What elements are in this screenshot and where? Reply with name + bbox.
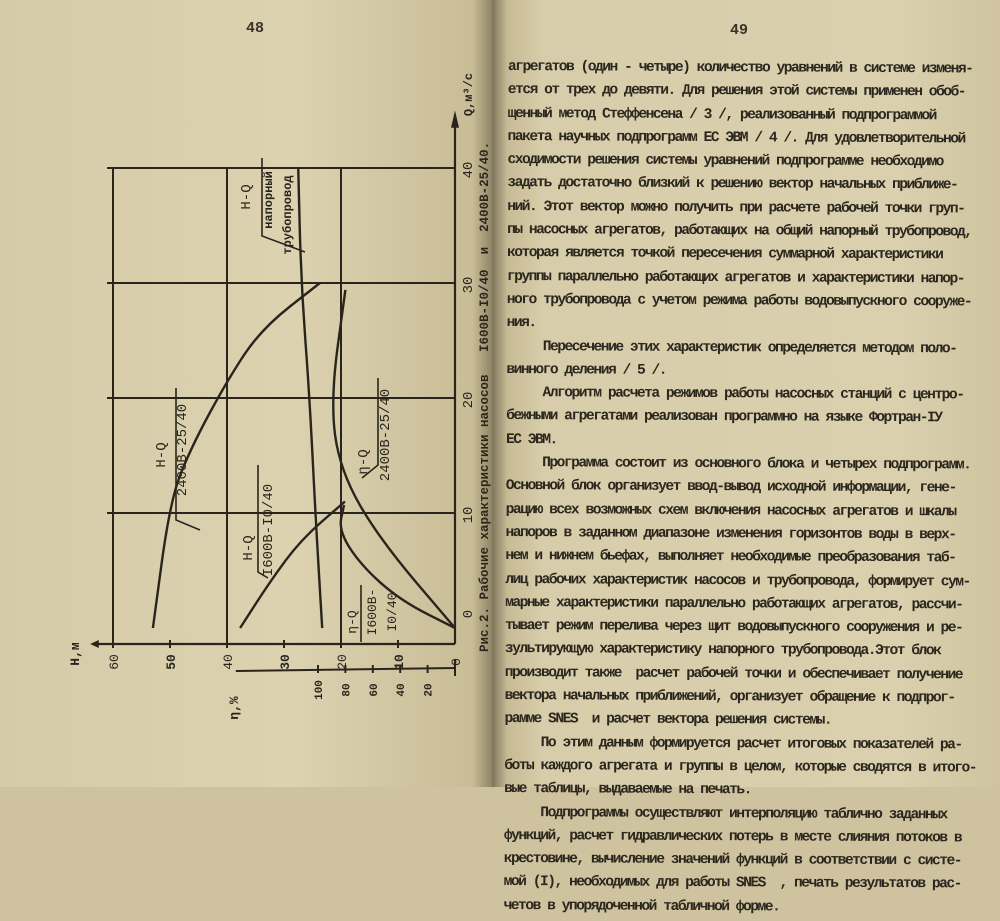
text-line: агрегатов (один - четыре) количество уравнений в системе изменя- — [507, 58, 973, 78]
label-1600-eta-model-1: I600В- — [365, 588, 380, 636]
q-tick-label: 40 — [461, 161, 477, 179]
text-line: Подпрограммы осуществляют интерполяцию таблично заданных — [503, 804, 947, 823]
text-line: ЕС ЭВМ. — [505, 431, 557, 449]
text-line: тывает режим перелива через щит водовыпускного сооружения и ре- — [504, 618, 963, 637]
text-line: пакета научных подпрограмм ЕС ЭВМ / 4 /. Для удовлетворительной — [507, 128, 965, 148]
eta-tick-label: 80 — [341, 683, 354, 697]
label-2400-eta-model: 2400В-25/40 — [378, 388, 394, 482]
text-line: которая является точкой пересечения суммарной характеристики — [506, 245, 943, 264]
h-axis-arrow — [90, 640, 99, 648]
pump-characteristics-chart — [0, 0, 495, 787]
text-line: четов в упорядоченной табличной форме. — [503, 897, 780, 916]
text-line: функций, расчет гидравлических потерь в месте слияния потоков в — [503, 827, 962, 847]
eta-tick-label: 20 — [423, 683, 436, 697]
h-tick-label: 50 — [164, 654, 179, 670]
text-line: По этим данным формируется расчет итоговых показателей ра- — [504, 734, 962, 753]
label-2400-model: 2400В-25/40 — [175, 403, 191, 497]
text-line: зультирующую характеристику напорного трубопровода.Этот блок — [504, 641, 941, 660]
text-line: задать достаточно близкий к решению вектор начальных приближе- — [507, 175, 958, 194]
q-tick-label: 0 — [461, 609, 477, 619]
text-line: бежными агрегатами реализован программно на языке Фортран-IУ — [506, 408, 942, 427]
figure-caption: Рис.2. Рабочие характеристики насосов I600В-I0/40 и 2400В-25/40. — [478, 141, 492, 652]
label-1600-eta-model-2: I0/40 — [385, 592, 400, 632]
text-line: производит также расчет рабочей точки и обеспечивает получение — [504, 664, 963, 684]
text-line: группы параллельно работающих агрегатов и характеристики напор- — [506, 268, 965, 288]
label-eta-1600: η-Q — [345, 610, 360, 634]
text-line: марные характеристики параллельно работающих агрегатов, рассчи- — [505, 594, 963, 614]
eta-axis-label: η,% — [226, 696, 242, 720]
text-line: Основной блок организует ввод-вывод исходной информации, гене- — [505, 478, 956, 497]
label-hq-2400: H-Q — [154, 442, 170, 468]
body-text — [503, 56, 988, 920]
h-tick-label: 30 — [278, 654, 293, 670]
label-hq-pipeline: H-Q — [239, 184, 255, 210]
h-origin-label: 0 — [449, 658, 464, 666]
right-page-number: 49 — [730, 22, 749, 39]
text-line: винного деления / 5 /. — [506, 361, 667, 379]
q-tick-label: 30 — [461, 276, 477, 294]
h-tick-label: 60 — [107, 654, 122, 670]
series-curve-2 — [240, 502, 345, 629]
label-pipeline-1: напорный — [262, 171, 276, 229]
eta-tick-label: 60 — [368, 683, 381, 697]
text-line: рацию всех возможных схем включения насосных агрегатов и шкалы — [505, 501, 956, 520]
q-tick-label: 10 — [461, 506, 477, 524]
series-curve-4 — [333, 290, 455, 628]
text-line: нем и нижнем бьефах, выполняет необходимые преобразования таб- — [505, 548, 956, 567]
q-axis-label: Q,м³/с — [462, 72, 476, 117]
text-line: щенный метод Стеффенсена / 3 /, реализованный подпрограммой — [507, 105, 936, 124]
q-axis-arrow — [451, 111, 459, 128]
text-line: ний. Этот вектор можно получить при расчете рабочей точки груп- — [507, 198, 965, 218]
text-line: пы насосных агрегатов, работающих на общий напорный трубопровод, — [507, 222, 972, 241]
label-eta-2400: η-Q — [356, 449, 372, 475]
label-1600-model: I600В-I0/40 — [261, 483, 277, 577]
text-line: ного трубопровода с учетом режима работы водовыпускного сооруже- — [506, 291, 972, 311]
text-line: вые таблицы, выдаваемые на печать. — [504, 781, 751, 799]
text-line: ется от трех до девяти. Для решения этой системы применен обоб- — [507, 82, 966, 101]
text-line: напоров в заданном диапазоне изменения горизонтов воды в верх- — [505, 524, 956, 544]
text-line: рамме SNES и расчет вектора решения системы. — [504, 711, 832, 730]
q-tick-label: 20 — [461, 391, 477, 409]
h-tick-label: 20 — [335, 654, 350, 670]
eta-tick-label: 40 — [396, 683, 409, 697]
text-line: боты каждого агрегата и группы в целом, которые сводятся в итого- — [504, 757, 977, 777]
left-page-number: 48 — [246, 20, 265, 37]
text-line: мой (I), необходимых для работы SNES , печать результатов рас- — [503, 874, 961, 893]
text-line: Пересечение этих характеристик определяется методом поло- — [506, 338, 957, 357]
h-axis-label: H,м — [67, 642, 83, 666]
text-line: Алгоритм расчета режимов работы насосных станций с центро- — [506, 385, 964, 404]
h-tick-label: 10 — [392, 654, 407, 670]
text-line: Программа состоит из основного блока и четырех подпрограмм. — [505, 455, 971, 474]
text-line: сходимости решения системы уравнений подпрограмме необходимо — [507, 152, 943, 171]
eta-tick-label: 100 — [314, 680, 326, 700]
text-line: лиц рабочих характеристик насосов и трубопровода, формирует сум- — [505, 571, 970, 590]
text-line: вектора начальных приближений, организует обращение к подпрог- — [504, 688, 955, 707]
text-line: ния. — [506, 315, 536, 332]
label-hq-1600: H-Q — [241, 535, 257, 561]
text-line: крестовине, вычисление значений функций в соответствии с систе- — [503, 851, 962, 870]
label-pipeline-2: трубопровод — [281, 175, 295, 255]
h-tick-label: 40 — [221, 654, 236, 670]
